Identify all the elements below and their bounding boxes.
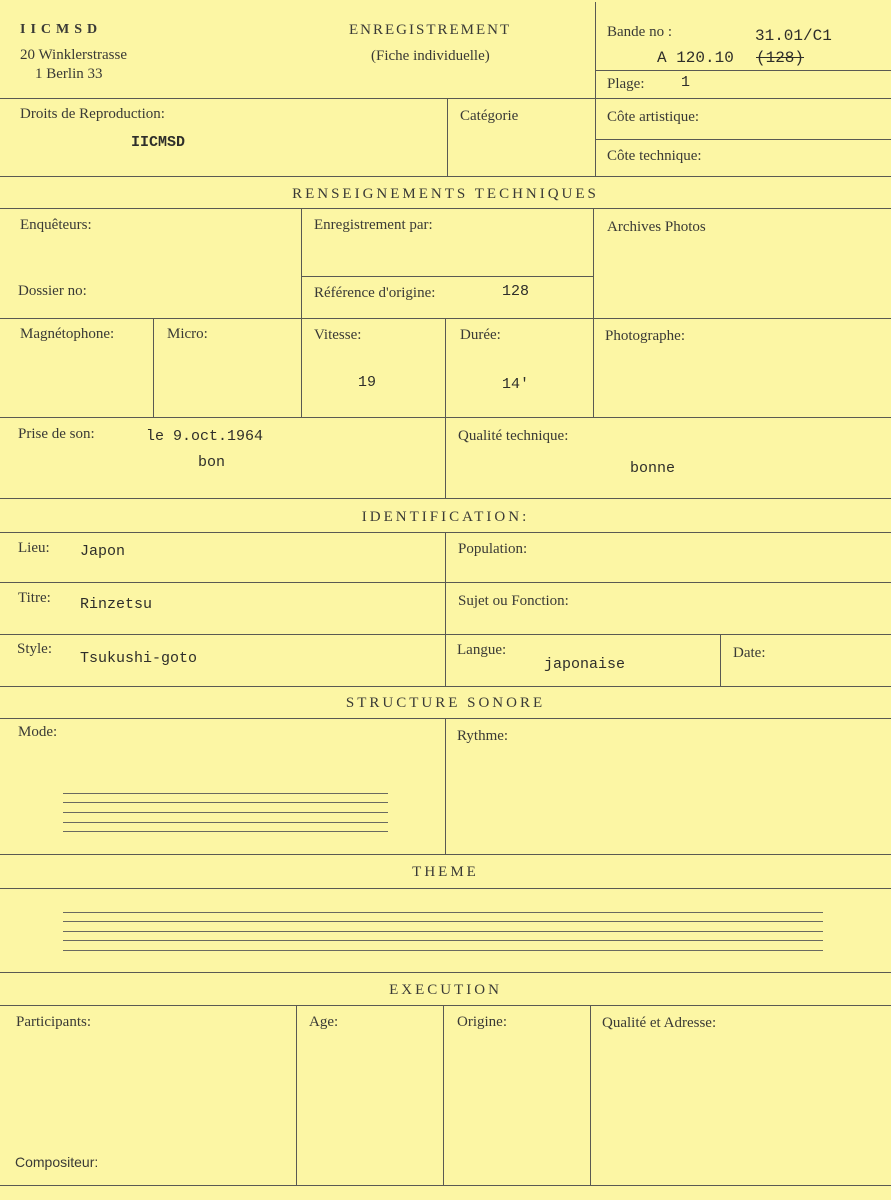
writing-line xyxy=(63,812,388,813)
titre-label: Titre: xyxy=(18,590,51,606)
archives-photos-label: Archives Photos xyxy=(607,219,706,235)
vitesse-label: Vitesse: xyxy=(314,327,362,343)
writing-line xyxy=(63,912,823,913)
bande-value: 31.01/C1 xyxy=(755,27,832,45)
micro-label: Micro: xyxy=(167,326,208,342)
section-title-structure: STRUCTURE SONORE xyxy=(345,695,546,711)
categorie-label: Catégorie xyxy=(460,108,519,124)
bande-value-2: A 120.10 xyxy=(657,49,734,67)
section-title-identification: IDENTIFICATION: xyxy=(361,509,530,525)
divider xyxy=(0,1005,891,1006)
cote-artistique-label: Côte artistique: xyxy=(607,109,700,125)
divider xyxy=(0,498,891,499)
divider xyxy=(0,686,891,687)
writing-line xyxy=(63,822,388,823)
writing-line xyxy=(63,831,388,832)
prise-value: bon xyxy=(198,454,226,471)
divider xyxy=(0,1185,891,1186)
style-value: Tsukushi-goto xyxy=(80,650,198,667)
langue-label: Langue: xyxy=(457,642,507,658)
divider xyxy=(0,98,891,99)
address-line-1: 20 Winklerstrasse xyxy=(20,47,128,63)
divider xyxy=(595,70,891,71)
divider xyxy=(445,532,446,686)
section-title-execution: EXECUTION xyxy=(389,982,502,998)
divider xyxy=(445,718,446,854)
writing-line xyxy=(63,793,388,794)
origine-label: Origine: xyxy=(457,1014,507,1030)
droits-label: Droits de Reproduction: xyxy=(20,106,165,122)
divider xyxy=(0,417,891,418)
magnetophone-label: Magnétophone: xyxy=(20,326,115,342)
writing-line xyxy=(63,940,823,941)
divider xyxy=(595,139,891,140)
divider xyxy=(0,972,891,973)
divider xyxy=(153,318,154,417)
divider xyxy=(0,888,891,889)
writing-line xyxy=(63,950,823,951)
sujet-label: Sujet ou Fonction: xyxy=(458,593,569,609)
divider xyxy=(720,634,721,686)
photographe-label: Photographe: xyxy=(605,328,685,344)
participants-label: Participants: xyxy=(16,1014,91,1030)
divider xyxy=(0,208,891,209)
section-title-theme: THEME xyxy=(412,864,479,880)
address-line-2: 1 Berlin 33 xyxy=(35,66,103,82)
divider xyxy=(0,176,891,177)
reference-label: Référence d'origine: xyxy=(314,285,436,301)
date-label: Date: xyxy=(733,645,766,661)
population-label: Population: xyxy=(458,541,528,557)
age-label: Age: xyxy=(309,1014,339,1030)
divider xyxy=(593,318,594,417)
divider xyxy=(590,1005,591,1185)
writing-line xyxy=(63,802,388,803)
bande-label: Bande no : xyxy=(607,24,672,40)
plage-value: 1 xyxy=(681,74,691,91)
divider xyxy=(443,1005,444,1185)
titre-value: Rinzetsu xyxy=(80,596,153,613)
enregistrement-par-label: Enregistrement par: xyxy=(314,217,433,233)
prise-label: Prise de son: xyxy=(18,426,95,442)
divider xyxy=(595,98,596,176)
divider xyxy=(301,318,302,417)
dossier-label: Dossier no: xyxy=(18,283,87,299)
duree-label: Durée: xyxy=(460,327,501,343)
section-title-technical: RENSEIGNEMENTS TECHNIQUES xyxy=(292,186,599,202)
divider xyxy=(593,208,594,318)
qualite-technique-label: Qualité technique: xyxy=(458,428,569,444)
org-name: IICMSD xyxy=(20,22,103,37)
lieu-value: Japon xyxy=(80,543,126,560)
rythme-label: Rythme: xyxy=(457,728,509,744)
writing-line xyxy=(63,931,823,932)
prise-date: le 9.oct.1964 xyxy=(146,428,264,445)
divider xyxy=(595,2,596,98)
bande-struck-value: (128) xyxy=(756,49,805,67)
vitesse-value: 19 xyxy=(358,374,377,391)
divider xyxy=(447,98,448,176)
droits-value: IICMSD xyxy=(131,134,186,151)
card-subtitle: (Fiche individuelle) xyxy=(371,48,490,64)
reference-value: 128 xyxy=(502,283,530,300)
divider xyxy=(0,634,891,635)
qualite-adresse-label: Qualité et Adresse: xyxy=(602,1015,717,1031)
langue-value: japonaise xyxy=(544,656,626,673)
qualite-technique-value: bonne xyxy=(630,460,676,477)
card-title: ENREGISTREMENT xyxy=(349,22,512,38)
divider xyxy=(301,276,593,277)
divider xyxy=(301,208,302,318)
divider xyxy=(0,582,891,583)
divider xyxy=(296,1005,297,1185)
writing-line xyxy=(63,921,823,922)
plage-label: Plage: xyxy=(607,76,645,92)
duree-value: 14' xyxy=(502,376,530,393)
mode-label: Mode: xyxy=(18,724,58,740)
enqueteurs-label: Enquêteurs: xyxy=(20,217,92,233)
cote-technique-label: Côte technique: xyxy=(607,148,702,164)
compositeur-label: Compositeur: xyxy=(15,1154,99,1170)
lieu-label: Lieu: xyxy=(18,540,50,556)
divider xyxy=(0,854,891,855)
style-label: Style: xyxy=(17,641,53,657)
divider xyxy=(445,318,446,498)
